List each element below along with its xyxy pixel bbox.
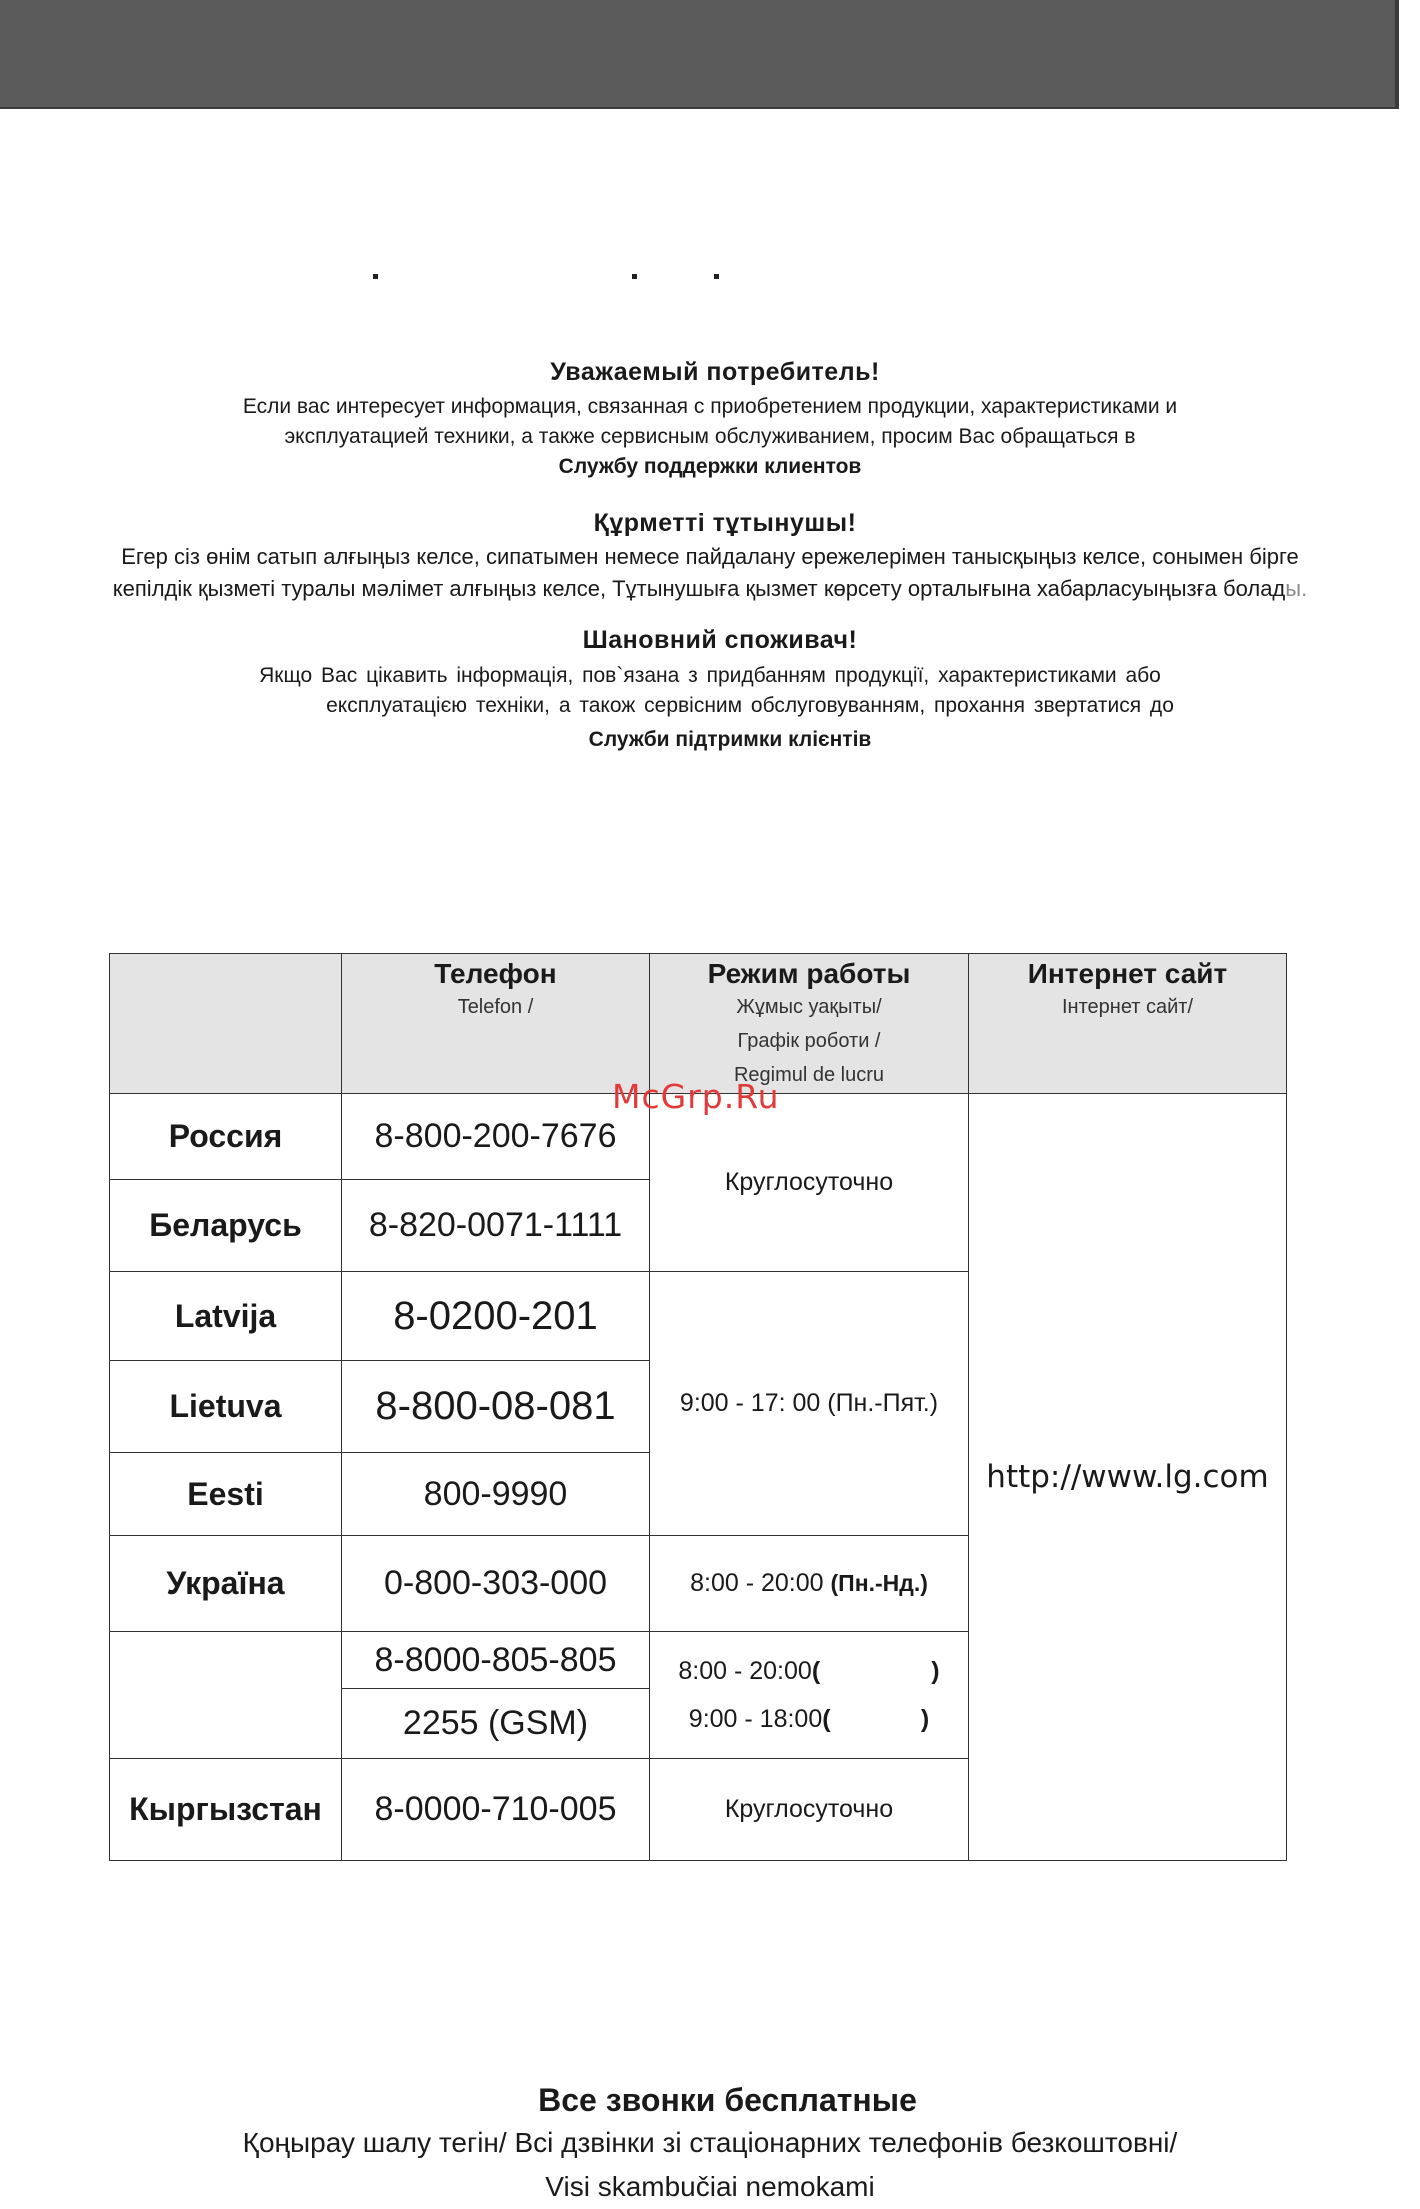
hours-cell: 9:00 - 17: 00 (Пн.-Пят.) <box>650 1272 969 1536</box>
consumer-ua-greeting: Шановний споживач! <box>582 626 858 654</box>
phone-cell: 0-800-303-000 <box>342 1536 650 1632</box>
header-bar <box>0 0 1399 109</box>
country-cell: Lietuva <box>110 1361 342 1453</box>
consumer-ru-line1: Если вас интересует информация, связанная с приобретением продукции, характеристиками и <box>242 395 1178 418</box>
consumer-ua-service: Служби підтримки клієнтів <box>588 728 872 751</box>
phone-cell: 8-0000-710-005 <box>342 1759 650 1861</box>
consumer-ru-service: Службу поддержки клиентов <box>558 455 862 478</box>
watermark-text: McGrp.Ru <box>612 1077 780 1116</box>
header-hours <box>650 954 969 1094</box>
header-web-subtitle: Інтернет сайт/ <box>1061 996 1193 1018</box>
hours-text: 8:00 - 20:00 <box>690 1569 824 1597</box>
phone-cell: 800-9990 <box>342 1453 650 1536</box>
phone-cell: 2255 (GSM) <box>342 1689 650 1759</box>
bullet-dot <box>714 274 719 279</box>
consumer-kz-line2-tail: ы. <box>1285 576 1308 601</box>
country-cell: Россия <box>110 1094 342 1180</box>
bullet-dot <box>373 274 378 279</box>
bullet-dot <box>632 274 637 279</box>
phone-cell: 8-800-08-081 <box>342 1361 650 1453</box>
header-phone-subtitle: Telefon / <box>457 996 534 1018</box>
header-country <box>110 954 342 1094</box>
country-cell: Кыргызстан <box>110 1759 342 1861</box>
header-hours-subtitle: Жұмыс уақыты/ <box>736 996 882 1018</box>
hours-cell <box>650 1632 969 1759</box>
consumer-kz-line2-main: кепілдік қызметі туралы мәлімет алғыңыз келсе, Тұтынушыға қызмет көрсету орталығына хабарласуыңызға болад <box>112 576 1286 601</box>
country-cell: Україна <box>110 1536 342 1632</box>
hours-text: 8:00 - 20:00 <box>678 1657 812 1685</box>
hours-cell <box>650 1536 969 1632</box>
phone-cell: 8-820-0071-1111 <box>342 1180 650 1272</box>
header-hours-title: Режим работы <box>707 958 911 989</box>
header-web <box>969 954 1287 1094</box>
hours-text: 9:00 - 18:00 <box>688 1705 823 1733</box>
consumer-ua-line1: Якщо Вас цікавить інформація, пов`язана з придбанням продукції, характеристиками або <box>259 664 1161 687</box>
footer-line2: Visi skambučiai nemokami <box>545 2171 875 2202</box>
hours-days: ( ) <box>822 1705 930 1733</box>
consumer-ua-line2: експлуатацією техніки, а також сервісним обслуговуванням, прохання звертатися до <box>326 694 1174 717</box>
header-phone <box>342 954 650 1094</box>
country-cell: Latvija <box>110 1272 342 1361</box>
hours-cell: Круглосуточно <box>650 1094 969 1272</box>
header-web-title: Интернет сайт <box>1027 958 1228 989</box>
phone-cell: 8-800-200-7676 <box>342 1094 650 1180</box>
consumer-kz-line2 <box>0 573 1420 605</box>
website-cell: http://www.lg.com <box>969 1094 1287 1861</box>
country-cell: Беларусь <box>110 1180 342 1272</box>
consumer-ru-greeting: Уважаемый потребитель! <box>550 358 880 386</box>
footer-line1: Қоңырау шалу тегін/ Всі дзвінки зі стаціонарних телефонів безкоштовні/ <box>242 2127 1178 2158</box>
hours-days: (Пн.-Нд.) <box>830 1570 928 1596</box>
phone-cell: 8-8000-805-805 <box>342 1632 650 1689</box>
hours-days: ( ) <box>811 1657 940 1685</box>
footer-heading: Все звонки бесплатные <box>538 2082 917 2118</box>
consumer-kz-greeting: Құрметті тұтынушы! <box>593 509 857 537</box>
consumer-kz-line1: Егер сіз өнім сатып алғыңыз келсе, сипатымен немесе пайдалану ережелерімен танысқыңыз келсе, сонымен бірге <box>121 544 1299 569</box>
country-cell <box>110 1632 342 1759</box>
consumer-kz-section <box>0 509 1420 605</box>
consumer-ru-section <box>0 358 1420 482</box>
table-header-row <box>110 954 1287 1094</box>
country-cell: Eesti <box>110 1453 342 1536</box>
header-phone-title: Телефон <box>434 958 557 989</box>
footer <box>0 2082 1420 2209</box>
hours-cell: Круглосуточно <box>650 1759 969 1861</box>
consumer-ru-line2: эксплуатацией техники, а также сервисным обслуживанием, просим Вас обращаться в <box>284 425 1136 448</box>
consumer-ua-section <box>0 626 1420 755</box>
header-hours-subtitle: Графік роботи / <box>737 1030 881 1052</box>
phone-cell: 8-0200-201 <box>342 1272 650 1361</box>
header-hours-subtitle: Regimul de lucru <box>733 1064 885 1086</box>
